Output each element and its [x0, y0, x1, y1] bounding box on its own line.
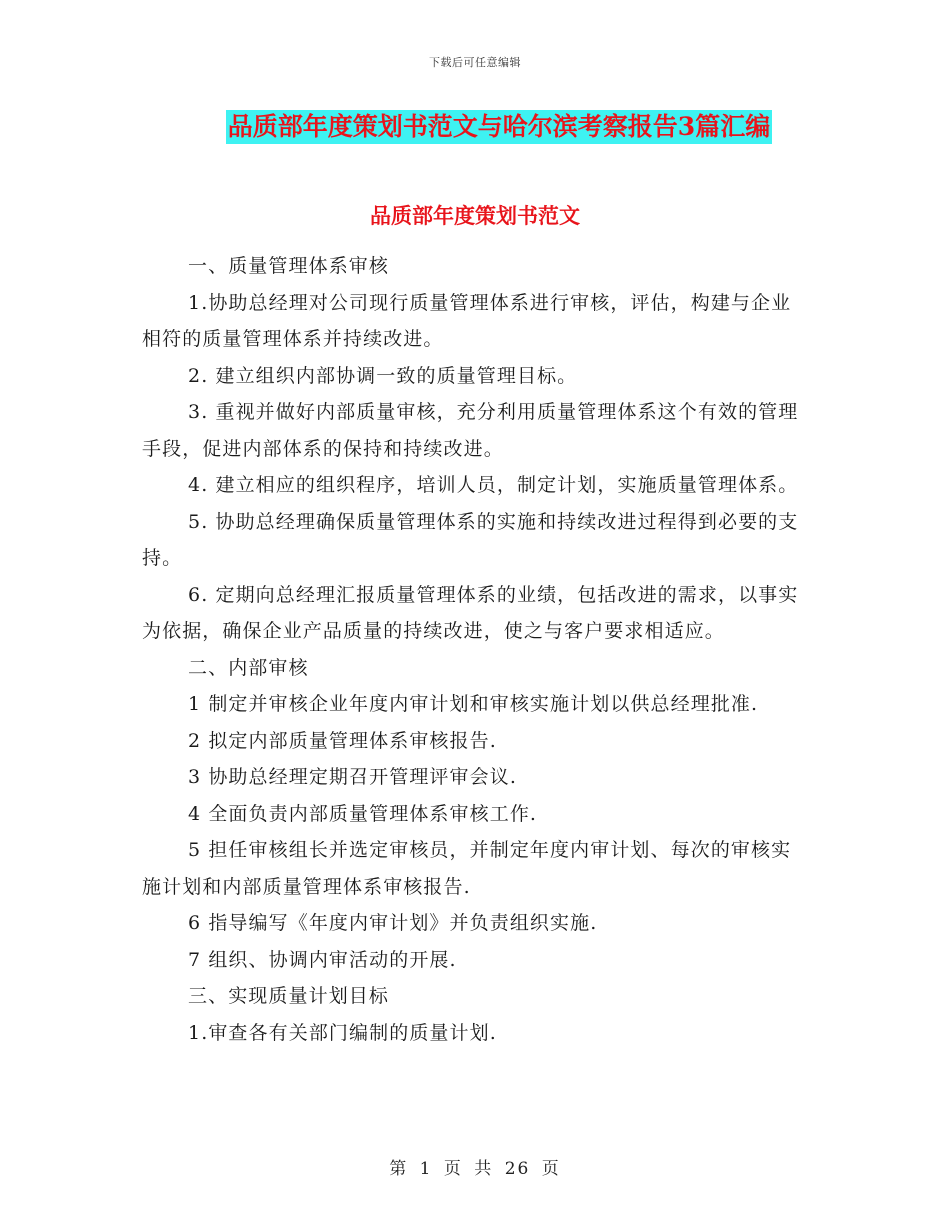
document-title-container [0, 110, 950, 144]
document-body [142, 248, 810, 1051]
paragraph: 5 担任审核组长并选定审核员，并制定年度内审计划、每次的审核实施计划和内部质量管理体系审核报告. [142, 839, 792, 898]
paragraph: 6 指导编写《年度内审计划》并负责组织实施. [188, 912, 598, 934]
paragraph-heading-3: 三、实现质量计划目标 [188, 985, 390, 1007]
paragraph: 1 制定并审核企业年度内审计划和审核实施计划以供总经理批准. [188, 693, 759, 715]
paragraph: 1.协助总经理对公司现行质量管理体系进行审核，评估，构建与企业相符的质量管理体系并持续改进。 [142, 291, 792, 350]
paragraph: 4 全面负责内部质量管理体系审核工作. [188, 802, 538, 825]
paragraph: 6. 定期向总经理汇报质量管理体系的业绩，包括改进的需求，以事实为依据，确保企业产品质量的持续改进，使之与客户要求相适应。 [142, 583, 799, 642]
page-number-footer: 第 1 页 共 26 页 [389, 1159, 561, 1179]
section-title: 品质部年度策划书范文 [370, 203, 580, 228]
paragraph: 1.审查各有关部门编制的质量计划. [188, 1021, 497, 1044]
paragraph: 3 协助总经理定期召开管理评审会议. [188, 766, 517, 788]
paragraph-heading-1: 一、质量管理体系审核 [188, 255, 390, 277]
paragraph-heading-2: 二、内部审核 [188, 656, 309, 679]
document-title: 品质部年度策划书范文与哈尔滨考察报告3篇汇编 [226, 110, 772, 144]
paragraph: 4. 建立相应的组织程序，培训人员，制定计划，实施质量管理体系。 [188, 474, 799, 496]
paragraph: 2. 建立组织内部协调一致的质量管理目标。 [188, 364, 578, 387]
paragraph: 7 组织、协调内审活动的开展. [188, 948, 457, 971]
page-header-note: 下载后可任意编辑 [429, 56, 521, 69]
paragraph: 5. 协助总经理确保质量管理体系的实施和持续改进过程得到必要的支持。 [142, 510, 799, 569]
paragraph: 2 拟定内部质量管理体系审核报告. [188, 729, 497, 752]
paragraph: 3. 重视并做好内部质量审核，充分利用质量管理体系这个有效的管理手段，促进内部体系的保持和持续改进。 [142, 401, 799, 460]
